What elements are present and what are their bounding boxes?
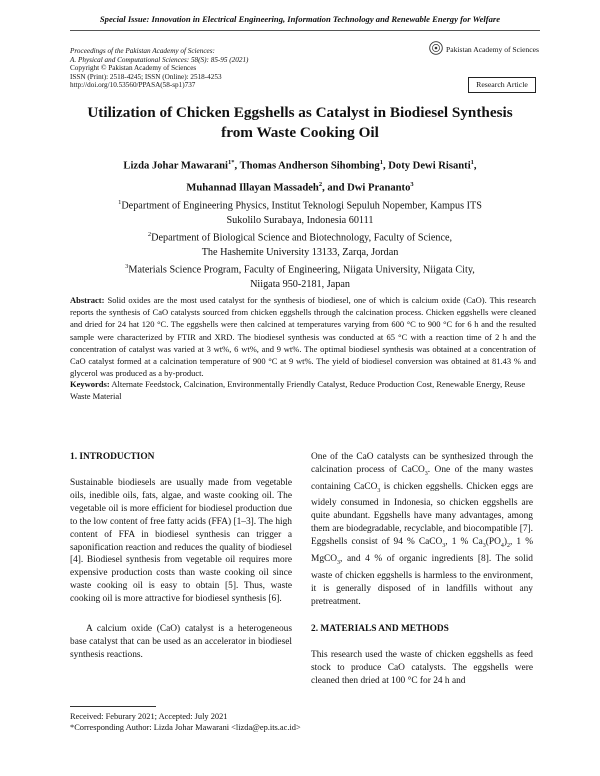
author-3: Doty Dewi Risanti [388,160,471,172]
rp1-f: ) [503,537,508,548]
author-2-sup: 1 [379,159,383,166]
affil-2-line-2: The Hashemite University 13133, Zarqa, Jordan [201,246,399,258]
author-4-sup: 2 [318,180,323,188]
intro-paragraph-1: Sustainable biodiesels are usually made from vegetable oils, inedible oils, fats, algae, and waste cooking oil. The vegetable oil is more efficient for biodiesel production due to the low content of free fatty acids (FFA) [1–3]. The high content of FFA in biodiesel synthesis can trigger a saponification reaction and reduces the quality of biodiesel [4]. Biodiesel synthesis from vegetable oil requires more expensive production costs than waste cooking oil since waste cooking oil is easy to obtain [5]. Thus, waste cooking oil is more attractive for biodiesel synthesis [6]. [70,478,292,605]
article-type-badge: Research Article [468,77,536,93]
doi-link[interactable]: http://doi.org/10.53560/PPASA(58-sp1)737 [70,81,196,90]
intro-paragraph-2: A calcium oxide (CaO) catalyst is a heterogeneous base catalyst that can be used as an accelerator in biodiesel synthesis reactions. [70,624,292,660]
affil-3-sup: 3 [125,262,129,270]
rp1-c: is chicken eggshells. Chicken eggs are widely consumed in Indonesia, so chicken eggshells are quite abundant. Eggshells have many advantages, among them are biodegradable, recyclable, and biocompatible [7]. Eggshells consist of 94 % CaCO [311,481,533,548]
keywords [70,378,536,402]
author-1: Lizda Johar Mawarani [123,160,228,172]
intro-heading [70,451,292,464]
rp1-sub-g: 3 [337,559,341,566]
academy-logo-icon [429,41,443,55]
affiliations [90,196,510,292]
publication-meta [70,47,248,90]
abstract-label: Abstract: [70,295,105,305]
affil-2-line-1: Department of Biological Science and Biotechnology, Faculty of Science, [151,232,453,244]
rp1-b: . One of the many wastes containing CaCO [311,464,533,492]
author-4: Muhannad Illayan Massadeh [186,182,319,194]
affil-1-line-2: Sukolilo Surabaya, Indonesia 60111 [226,214,374,226]
rp1-sub-b: 3 [377,487,381,494]
abstract [70,294,536,379]
received-dates: Received: Feburary 2021; Accepted: July 2021 [70,712,228,721]
rp1-sub-d: 3 [482,543,486,550]
affil-2-sup: 2 [147,230,152,238]
author-list: Lizda Johar Mawarani$^{1*}$, Thomas Andherson Sihombing$^1$, Doty Dewi Risanti$^1$, Muhannad Illayan Massadeh$^2$, and Dwi Prananto$^3$ [123,159,477,194]
title-line-2: from Waste Cooking Oil [221,124,379,141]
keywords-text: Alternate Feedstock, Calcination, Environmentally Friendly Catalyst, Reduce Production Cost, Renewable Energy, Reuse Waste Material [70,379,526,401]
rp1-e: (PO [485,537,501,548]
author-3-sup: 1 [470,159,474,166]
author-2: Thomas Andherson Sihombing [239,160,380,172]
rp1-sub-f: 2 [507,543,511,550]
proceedings-line: Proceedings of the Pakistan Academy of Sciences: [70,47,215,55]
author-5: and Dwi Prananto [327,182,411,194]
affil-3-line-1: Materials Science Program, Faculty of Engineering, Niigata University, Niigata City, [128,264,475,276]
academy-name: Pakistan Academy of Sciences [446,45,539,54]
intro-heading-text: 1. INTRODUCTION [70,452,155,462]
methods-paragraph: This research used the waste of chicken eggshells as feed stock to produce CaO catalysts. The eggshells were cleaned then dried at 100 °C for 24 h and [311,650,533,686]
methods-heading [311,623,533,636]
rp1-a: One of the CaO catalysts can be synthesized through the calcination process of CaCO [311,452,533,475]
copyright-line: Copyright © Pakistan Academy of Sciences [70,64,197,73]
affil-1-sup: 1 [118,199,122,206]
affil-3-line-2: Niigata 950-2181, Japan [250,278,350,290]
issn-line: ISSN (Print): 2518-4245; ISSN (Online): 2518-4253 [70,72,222,81]
proceedings-volume: A. Physical and Computational Sciences: 58(S): 85-95 (2021) [70,55,249,64]
abstract-text: Solid oxides are the most used catalyst for the synthesis of biodiesel, one of which is calcium oxide (CaO). This research reports the synthesis of CaO catalysts sourced from chicken eggshells through the calcination process. Chicken eggshells were cleaned and dried for 24 hat 120 °C. The eggshells were then calcined at temperatures varying from 600 °C to 900 °C for 6 h and the resulted sample were characterized by FTIR and XRD. The biodiesel synthesis was conducted at 65 °C with a reaction time of 2 h and the concentration of catalyst was varied at 3 wt%, 6 wt%, and 9 wt%. The optimal biodiesel synthesis was obtained at a concentration of CaO catalyst formed at a calcination temperature of 900 °C at 9 wt%. The yield of biodiesel conversion was obtained at 81.43 % and glycerol was produced as a by-product. [70,295,536,379]
author-1-sup: 1* [227,159,235,166]
corresponding-author: *Corresponding Author: Lizda Johar Mawarani <lizda@ep.its.ac.id> [70,723,301,732]
header-rule [70,30,540,31]
right-paragraph-1 [311,451,533,608]
affil-1-line-1: Department of Engineering Physics, Institut Teknologi Sepuluh Nopember, Kampus ITS [121,200,482,212]
rp1-g: , 1 % MgCO [311,537,534,564]
rp1-sub-a: 3 [424,470,428,477]
rp1-sub-e: 4 [500,543,504,550]
special-issue-banner: Special Issue: Innovation in Electrical Engineering, Information Technology and Renewable Energy for Welfare [99,14,501,24]
paper-title [70,103,530,143]
footnote [70,711,301,733]
methods-heading-text: 2. MATERIALS AND METHODS [311,624,449,634]
rp1-sub-c: 3 [442,543,446,550]
rp1-d: , 1 % Ca [445,537,483,548]
keywords-label: Keywords: [70,379,110,389]
title-line-1: Utilization of Chicken Eggshells as Catalyst in Biodiesel Synthesis [87,104,513,121]
author-5-sup: 3 [410,180,414,188]
rp1-h: , and 4 % of organic ingredients [8]. The solid waste of chicken eggshells is harmless to the environment, it is generally disposed of in landfills without any pretreatment. [311,553,533,607]
footnote-rule [70,706,156,707]
